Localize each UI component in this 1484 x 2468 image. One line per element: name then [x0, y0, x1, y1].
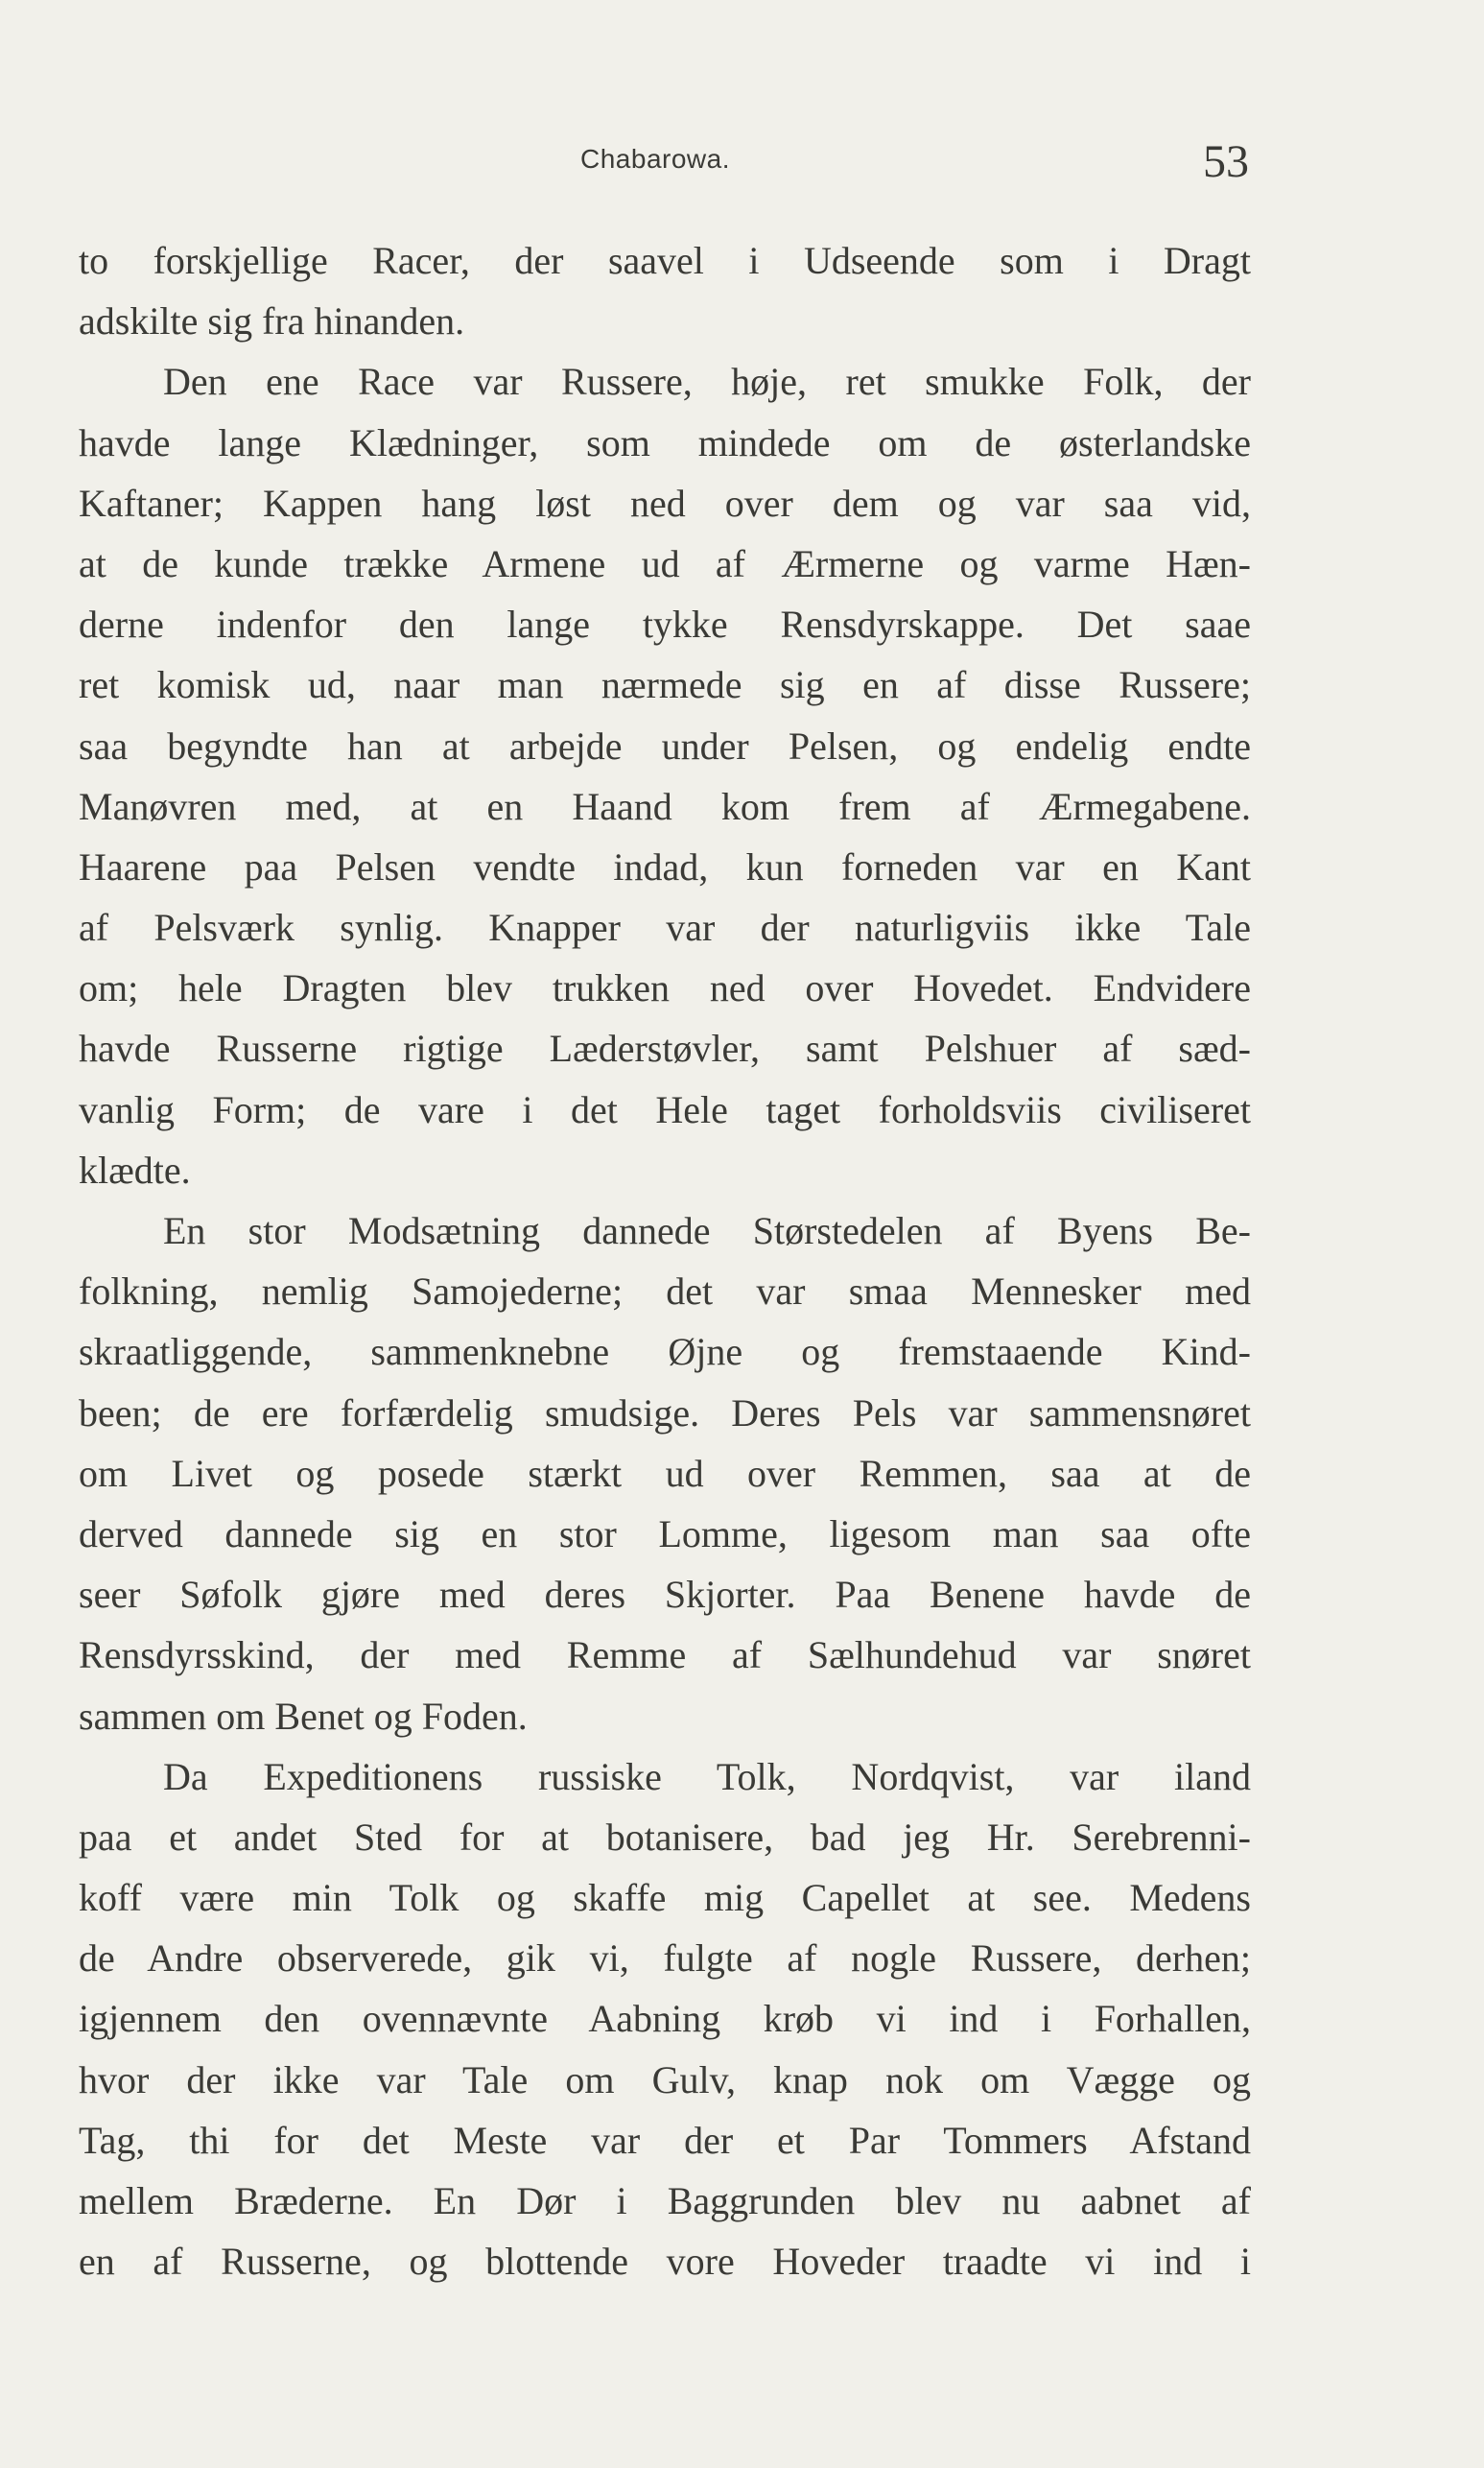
- text-line: en af Russerne, og blottende vore Hoveder traadte vi ind i: [79, 2240, 1251, 2284]
- text-line: at de kunde trække Armene ud af Ærmerne og varme Hæn-: [79, 541, 1251, 585]
- text-line: Tag, thi for det Meste var der et Par Tommers Afstand: [79, 2118, 1251, 2162]
- running-head-title: Chabarowa.: [580, 144, 730, 174]
- text-line: derved dannede sig en stor Lomme, ligesom man saa ofte: [79, 1511, 1251, 1555]
- text-line: adskilte sig fra hinanden.: [79, 299, 465, 344]
- text-line: seer Søfolk gjøre med deres Skjorter. Paa Benene havde de: [79, 1573, 1251, 1617]
- body-text: [79, 230, 1251, 2291]
- text-line: om Livet og posede stærkt ud over Remmen, saa at de: [79, 1451, 1251, 1495]
- text-line: saa begyndte han at arbejde under Pelsen, og endelig endte: [79, 724, 1251, 768]
- text-line: to forskjellige Racer, der saavel i Udseende som i Dragt: [79, 239, 1251, 282]
- text-line: havde lange Klædninger, som mindede om de østerlandske: [79, 420, 1251, 464]
- text-line: vanlig Form; de vare i det Hele taget forholdsviis civiliseret: [79, 1087, 1251, 1131]
- text-line: Den ene Race var Russere, høje, ret smukke Folk, der: [163, 360, 1251, 404]
- text-line: sammen om Benet og Foden.: [79, 1694, 528, 1738]
- text-line: af Pelsværk synlig. Knapper var der naturligviis ikke Tale: [79, 906, 1251, 950]
- text-line: igjennem den ovennævnte Aabning krøb vi ind i Forhallen,: [79, 1997, 1251, 2041]
- page-number: 53: [1203, 136, 1249, 187]
- text-line: de Andre observerede, gik vi, fulgte af nogle Russere, derhen;: [79, 1936, 1251, 1981]
- text-line: En stor Modsætning dannede Størstedelen af Byens Be-: [163, 1209, 1251, 1252]
- text-line: Kaftaner; Kappen hang løst ned over dem og var saa vid,: [79, 481, 1251, 525]
- text-line: koff være min Tolk og skaffe mig Capellet at see. Medens: [79, 1876, 1251, 1920]
- text-line: mellem Bræderne. En Dør i Baggrunden blev nu aabnet af: [79, 2179, 1251, 2222]
- text-line: Da Expeditionens russiske Tolk, Nordqvist, var iland: [163, 1754, 1251, 1798]
- text-line: om; hele Dragten blev trukken ned over Hovedet. Endvidere: [79, 966, 1251, 1010]
- text-line: been; de ere forfærdelig smudsige. Deres Pels var sammensnøret: [79, 1390, 1251, 1435]
- text-line: ret komisk ud, naar man nærmede sig en af disse Russere;: [79, 663, 1251, 707]
- text-line: skraatliggende, sammenknebne Øjne og fremstaaende Kind-: [79, 1330, 1251, 1374]
- text-line: klædte.: [79, 1148, 191, 1192]
- text-line: folkning, nemlig Samojederne; det var smaa Mennesker med: [79, 1270, 1251, 1314]
- text-line: hvor der ikke var Tale om Gulv, knap nok om Vægge og: [79, 2057, 1251, 2101]
- text-line: havde Russerne rigtige Læderstøvler, samt Pelshuer af sæd-: [79, 1027, 1251, 1071]
- text-line: paa et andet Sted for at botanisere, bad jeg Hr. Serebrenni-: [79, 1815, 1251, 1859]
- text-line: Manøvren med, at en Haand kom frem af Ærmegabene.: [79, 784, 1251, 828]
- text-line: Rensdyrsskind, der med Remme af Sælhundehud var snøret: [79, 1633, 1251, 1677]
- text-line: derne indenfor den lange tykke Rensdyrskappe. Det saae: [79, 603, 1251, 647]
- text-line: Haarene paa Pelsen vendte indad, kun forneden var en Kant: [79, 844, 1251, 889]
